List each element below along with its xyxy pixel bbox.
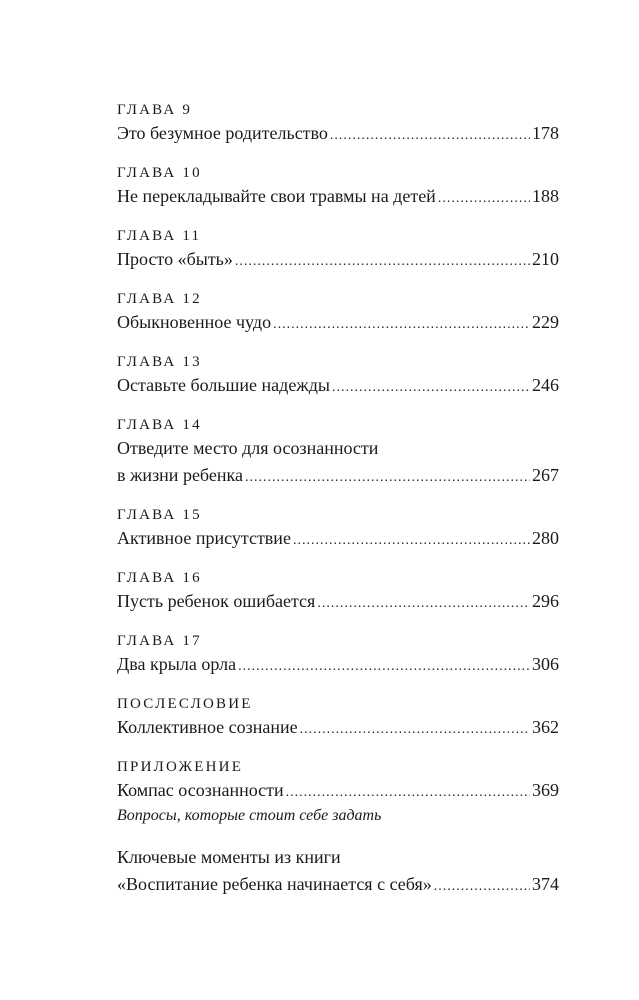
toc-line	[117, 372, 559, 399]
toc-entry-chapter-14	[117, 415, 559, 489]
section-title-line-1: Ключевые моменты из книги	[117, 847, 341, 867]
page-number: 229	[532, 312, 559, 332]
section-subtitle: Вопросы, которые стоит себе задать	[117, 807, 382, 824]
section-label: ПРИЛОЖЕНИЕ	[117, 759, 244, 775]
dot-leader	[330, 122, 530, 149]
dot-leader	[332, 374, 530, 401]
chapter-title: Просто «быть»	[117, 249, 233, 269]
chapter-title: Не перекладывайте свои травмы на детей	[117, 186, 436, 206]
chapter-title: Обыкновенное чудо	[117, 312, 272, 332]
toc-line	[117, 588, 559, 615]
page-number: 362	[532, 717, 559, 737]
toc-entry-chapter-16	[117, 568, 559, 615]
chapter-title: Оставьте большие надежды	[117, 375, 330, 395]
page-number: 296	[532, 591, 559, 611]
chapter-label: ГЛАВА 15	[117, 507, 202, 523]
chapter-label: ГЛАВА 17	[117, 633, 202, 649]
chapter-title: Пусть ребенок ошибается	[117, 591, 316, 611]
chapter-title: Два крыла орла	[117, 654, 237, 674]
toc-entry-chapter-15	[117, 505, 559, 552]
page-number: 246	[532, 375, 559, 395]
chapter-label: ГЛАВА 16	[117, 570, 202, 586]
toc-line	[117, 525, 559, 552]
page-number: 374	[532, 874, 559, 894]
table-of-contents	[117, 100, 559, 914]
toc-entry-chapter-11	[117, 226, 559, 273]
toc-line	[117, 651, 559, 678]
dot-leader	[300, 716, 530, 743]
page-number: 306	[532, 654, 559, 674]
chapter-title: Это безумное родительство	[117, 123, 328, 143]
chapter-title: в жизни ребенка	[117, 465, 243, 485]
toc-entry-chapter-10	[117, 163, 559, 210]
toc-line	[117, 183, 559, 210]
toc-entry-chapter-9	[117, 100, 559, 147]
toc-entry-afterword	[117, 694, 559, 741]
dot-leader	[438, 185, 530, 212]
toc-line	[117, 871, 559, 898]
section-title: Коллективное сознание	[117, 717, 298, 737]
page-number: 210	[532, 249, 559, 269]
toc-line	[117, 462, 559, 489]
toc-entry-chapter-17	[117, 631, 559, 678]
page-number: 369	[532, 780, 559, 800]
section-title: Компас осознанности	[117, 780, 284, 800]
section-title: «Воспитание ребенка начинается с себя»	[117, 874, 432, 894]
dot-leader	[235, 248, 530, 275]
page-number: 178	[532, 123, 559, 143]
toc-line	[117, 309, 559, 336]
chapter-label: ГЛАВА 13	[117, 354, 202, 370]
toc-entry-appendix	[117, 757, 559, 828]
toc-line	[117, 777, 559, 804]
toc-entry-chapter-13	[117, 352, 559, 399]
toc-line	[117, 714, 559, 741]
dot-leader	[273, 311, 530, 338]
chapter-label: ГЛАВА 11	[117, 228, 202, 244]
chapter-title-line-1: Отведите место для осознанности	[117, 438, 379, 458]
chapter-label: ГЛАВА 14	[117, 417, 202, 433]
toc-entry-key-points	[117, 844, 559, 898]
section-label: ПОСЛЕСЛОВИЕ	[117, 696, 253, 712]
dot-leader	[238, 653, 530, 680]
chapter-label: ГЛАВА 9	[117, 102, 193, 118]
toc-line	[117, 120, 559, 147]
page-number: 280	[532, 528, 559, 548]
dot-leader	[434, 873, 530, 900]
chapter-label: ГЛАВА 10	[117, 165, 202, 181]
page-number: 267	[532, 465, 559, 485]
dot-leader	[293, 527, 530, 554]
page-number: 188	[532, 186, 559, 206]
chapter-title: Активное присутствие	[117, 528, 291, 548]
chapter-label: ГЛАВА 12	[117, 291, 202, 307]
toc-entry-chapter-12	[117, 289, 559, 336]
dot-leader	[286, 779, 530, 806]
toc-line	[117, 246, 559, 273]
dot-leader	[317, 590, 530, 617]
dot-leader	[245, 464, 530, 491]
